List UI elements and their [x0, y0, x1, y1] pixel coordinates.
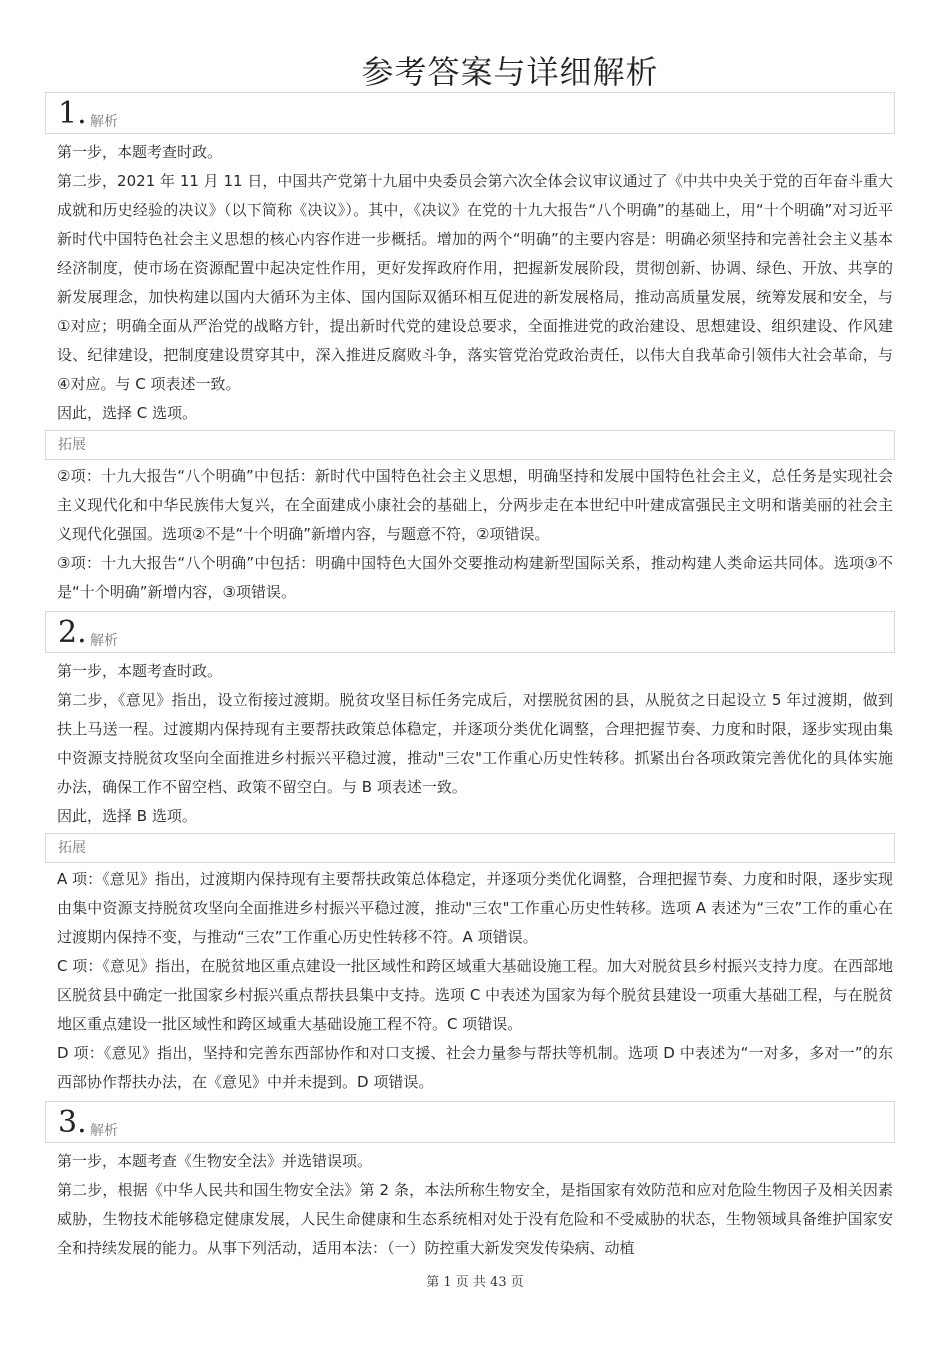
question-number: 1.	[58, 96, 87, 131]
extension-paragraph: A 项：《意见》指出，过渡期内保持现有主要帮扶政策总体稳定，并逐项分类优化调整，合理把握节奏、力度和时限，逐步实现由集中资源支持脱贫攻坚向全面推进乡村振兴平稳过渡，推动"三农"工作重心历史性转移。选项 A 表述为“三农”工作的重心在过渡期内保持不变，与推动“三农”工作重心历史性转移不符。A 项错误。	[57, 870, 893, 946]
analysis-paragraph: 第二步，《意见》指出，设立衔接过渡期。脱贫攻坚目标任务完成后，对摆脱贫困的县，从脱贫之日起设立 5 年过渡期，做到扶上马送一程。过渡期内保持现有主要帮扶政策总体稳定，并逐项分类优化调整，合理把握节奏、力度和时限，逐步实现由集中资源支持脱贫攻坚向全面推进乡村振兴平稳过渡，推动"三农"工作重心历史性转移。抓紧出台各项政策完善优化的具体实施办法，确保工作不留空档、政策不留空白。与 B 项表述一致。	[57, 691, 893, 796]
question-number: 3.	[58, 1105, 87, 1140]
extension-paragraph: C 项：《意见》指出，在脱贫地区重点建设一批区域性和跨区域重大基础设施工程。加大对脱贫县乡村振兴支持力度。在西部地区脱贫县中确定一批国家乡村振兴重点帮扶县集中支持。选项 C 中表述为国家为每个脱贫县建设一项重大基础工程，与在脱贫地区重点建设一批区域性和跨区域重大基础设施工程不符。C 项错误。	[57, 957, 893, 1033]
analysis-paragraph: 第二步，2021 年 11 月 11 日，中国共产党第十九届中央委员会第六次全体会议审议通过了《中共中央关于党的百年奋斗重大成就和历史经验的决议》（以下简称《决议》）。其中，《决议》在党的十九大报告“八个明确”的基础上，用“十个明确”对习近平新时代中国特色社会主义思想的核心内容作进一步概括。增加的两个“明确”的主要内容是：明确必须坚持和完善社会主义基本经济制度，使市场在资源配置中起决定性作用，更好发挥政府作用，把握新发展阶段，贯彻创新、协调、绿色、开放、共享的新发展理念，加快构建以国内大循环为主体、国内国际双循环相互促进的新发展格局，推动高质量发展，统筹发展和安全，与①对应；明确全面从严治党的战略方针，提出新时代党的建设总要求，全面推进党的政治建设、思想建设、组织建设、作风建设、纪律建设，把制度建设贯穿其中，深入推进反腐败斗争，落实管党治党政治责任，以伟大自我革命引领伟大社会革命，与④对应。与 C 项表述一致。	[57, 172, 893, 393]
analysis-paragraph: 第一步，本题考查《生物安全法》并选错误项。	[57, 1152, 373, 1170]
analysis-paragraph: 第一步，本题考查时政。	[57, 662, 223, 680]
page-footer: 第 1 页 共 43 页	[426, 1275, 524, 1290]
answer-content	[45, 92, 895, 1263]
analysis-label: 解析	[90, 633, 118, 649]
question-number: 2.	[58, 615, 87, 650]
question-2-header	[45, 611, 895, 653]
page-title: 参考答案与详细解析	[361, 53, 659, 91]
extension-header: 拓展	[45, 833, 895, 863]
question-3-header	[45, 1101, 895, 1143]
extension-paragraph: ③项：十九大报告“八个明确”中包括：明确中国特色大国外交要推动构建新型国际关系，推动构建人类命运共同体。选项③不是“十个明确”新增内容，③项错误。	[57, 554, 893, 601]
extension-paragraph: ②项：十九大报告“八个明确”中包括：新时代中国特色社会主义思想，明确坚持和发展中国特色社会主义，总任务是实现社会主义现代化和中华民族伟大复兴，在全面建成小康社会的基础上，分两步走在本世纪中叶建成富强民主文明和谐美丽的社会主义现代化强国。选项②不是“十个明确”新增内容，与题意不符，②项错误。	[57, 467, 893, 543]
analysis-paragraph: 因此，选择 B 选项。	[57, 807, 197, 825]
analysis-label: 解析	[90, 114, 118, 130]
analysis-paragraph: 因此，选择 C 选项。	[57, 404, 198, 422]
extension-paragraph: D 项：《意见》指出，坚持和完善东西部协作和对口支援、社会力量参与帮扶等机制。选项 D 中表述为“一对多，多对一”的东西部协作帮扶办法，在《意见》中并未提到。D 项错误。	[57, 1044, 893, 1091]
extension-header: 拓展	[45, 430, 895, 460]
question-1-header	[45, 92, 895, 134]
analysis-paragraph: 第一步，本题考查时政。	[57, 143, 223, 161]
analysis-label: 解析	[90, 1123, 118, 1139]
analysis-paragraph: 第二步，根据《中华人民共和国生物安全法》第 2 条，本法所称生物安全，是指国家有效防范和应对危险生物因子及相关因素威胁，生物技术能够稳定健康发展，人民生命健康和生态系统相对处于没有危险和不受威胁的状态，生物领域具备维护国家安全和持续发展的能力。从事下列活动，适用本法：（一）防控重大新发突发传染病、动植	[57, 1181, 893, 1257]
